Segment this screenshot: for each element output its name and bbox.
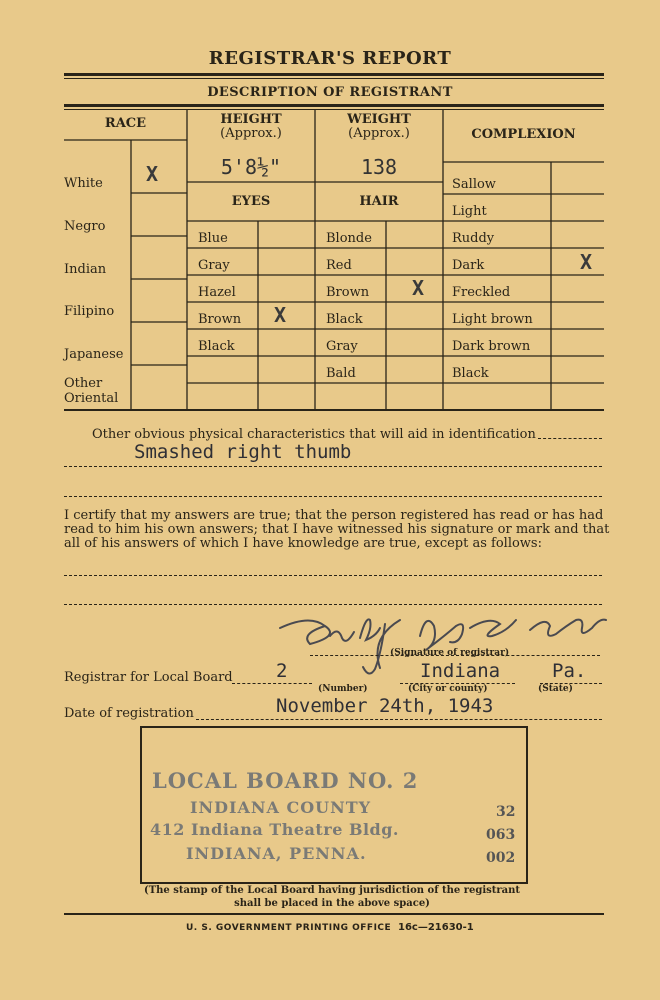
certification-line-2: read to him his own answers; that I have witnessed his signature or mark and that xyxy=(64,522,610,537)
hair-gray: Gray xyxy=(326,339,358,354)
characteristics-value: Smashed right thumb xyxy=(134,441,352,463)
eyes-header: EYES xyxy=(231,194,271,209)
eyes-blue: Blue xyxy=(198,231,228,246)
exceptions-line-2 xyxy=(64,604,602,605)
complexion-freckled: Freckled xyxy=(452,285,511,300)
date-line xyxy=(196,719,602,720)
hair-bald: Bald xyxy=(326,366,356,381)
footer-rule xyxy=(64,913,604,915)
race-white: White xyxy=(64,176,103,191)
eyes-brown-mark: X xyxy=(274,303,287,327)
complexion-sallow: Sallow xyxy=(452,177,496,192)
board-number: 2 xyxy=(276,660,288,682)
race-indian: Indian xyxy=(64,262,107,277)
complexion-header: COMPLEXION xyxy=(471,127,576,142)
characteristics-line-1 xyxy=(64,466,602,467)
stamp-line-2: INDIANA COUNTY xyxy=(190,798,372,817)
board-number-line xyxy=(232,683,312,684)
board-label: Registrar for Local Board xyxy=(64,670,233,685)
date-label: Date of registration xyxy=(64,706,194,721)
stamp-number-1: 32 xyxy=(496,804,516,820)
hair-brown-mark: X xyxy=(412,276,425,300)
section-subtitle: DESCRIPTION OF REGISTRANT xyxy=(207,85,453,100)
board-city: Indiana xyxy=(420,660,501,682)
characteristics-label: Other obvious physical characteristics that will aid in identification xyxy=(92,427,536,442)
complexion-light: Light xyxy=(452,204,487,219)
state-caption: (State) xyxy=(538,684,573,694)
complexion-dark-mark: X xyxy=(580,250,593,274)
race-other-oriental: Other Oriental xyxy=(64,376,119,406)
race-negro: Negro xyxy=(64,219,106,234)
stamp-number-2: 063 xyxy=(486,827,516,843)
complexion-dark-brown: Dark brown xyxy=(452,339,531,354)
complexion-ruddy: Ruddy xyxy=(452,231,495,246)
date-value: November 24th, 1943 xyxy=(276,695,494,717)
hair-red: Red xyxy=(326,258,352,273)
height-value: 5'8½" xyxy=(220,155,282,179)
hair-black: Black xyxy=(326,312,363,327)
height-approx-label: (Approx.) xyxy=(220,126,282,141)
exceptions-line-1 xyxy=(64,575,602,576)
certification-line-3: all of his answers of which I have knowledge are true, except as follows: xyxy=(64,536,542,551)
stamp-note-line-1: (The stamp of the Local Board having jurisdiction of the registrant xyxy=(143,885,521,896)
stamp-note-line-2: shall be placed in the above space) xyxy=(234,898,430,909)
height-header: HEIGHT xyxy=(220,112,282,127)
stamp-line-4: INDIANA, PENNA. xyxy=(186,844,367,863)
characteristics-line-2 xyxy=(64,496,602,497)
race-filipino: Filipino xyxy=(64,304,115,319)
city-caption: (City or county) xyxy=(408,684,488,694)
certification-line-1: I certify that my answers are true; that the person registered has read or has had xyxy=(64,508,604,523)
board-state: Pa. xyxy=(552,660,587,682)
form-code: 16c—21630-1 xyxy=(398,922,474,933)
race-white-mark: X xyxy=(146,162,159,186)
printer-credit: U. S. GOVERNMENT PRINTING OFFICE xyxy=(186,923,392,933)
eyes-brown: Brown xyxy=(198,312,242,327)
complexion-black: Black xyxy=(452,366,489,381)
weight-value: 138 xyxy=(360,155,398,179)
eyes-gray: Gray xyxy=(198,258,230,273)
number-caption: (Number) xyxy=(318,684,368,694)
complexion-light-brown: Light brown xyxy=(452,312,533,327)
race-japanese: Japanese xyxy=(64,347,124,362)
hair-header: HAIR xyxy=(359,194,399,209)
signature-caption: (Signature of registrar) xyxy=(390,648,510,658)
hair-blonde: Blonde xyxy=(326,231,372,246)
complexion-dark: Dark xyxy=(452,258,485,273)
eyes-hazel: Hazel xyxy=(198,285,236,300)
stamp-line-1: LOCAL BOARD NO. 2 xyxy=(152,768,419,793)
eyes-black: Black xyxy=(198,339,235,354)
weight-header: WEIGHT xyxy=(347,112,411,127)
stamp-line-3: 412 Indiana Theatre Bldg. xyxy=(150,820,399,839)
race-header: RACE xyxy=(104,116,147,131)
hair-brown: Brown xyxy=(326,285,370,300)
characteristics-label-leader xyxy=(538,438,602,439)
weight-approx-label: (Approx.) xyxy=(348,126,410,141)
report-title: REGISTRAR'S REPORT xyxy=(208,48,452,69)
stamp-number-3: 002 xyxy=(486,850,516,866)
